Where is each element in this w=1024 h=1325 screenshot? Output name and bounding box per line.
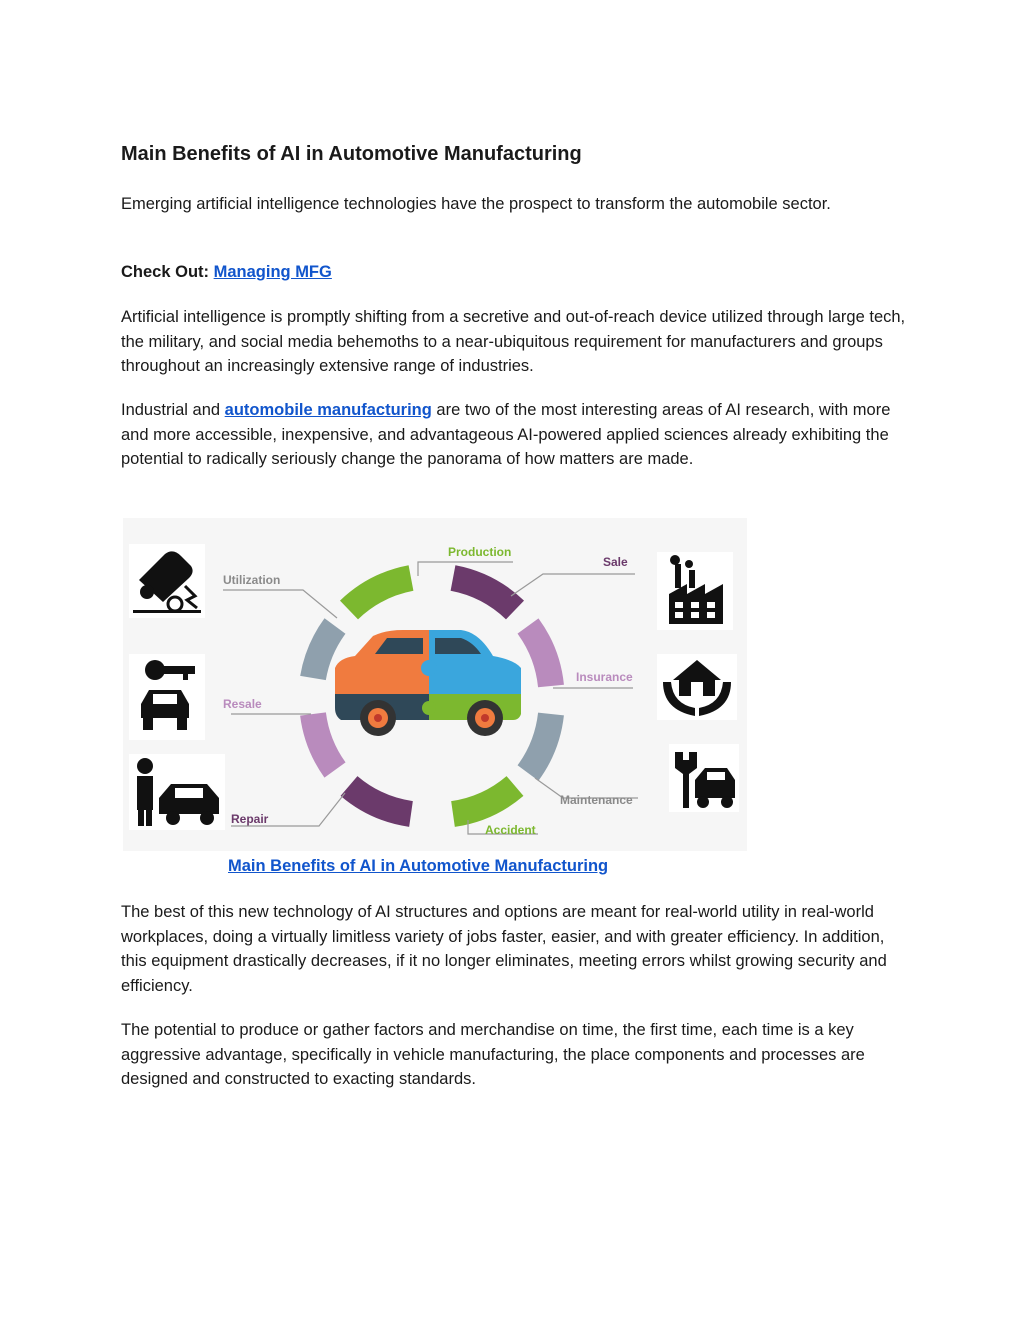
ai-paragraph: Artificial intelligence is promptly shifting from a secretive and out-of-reach device utilized through large tech, the military, and social media behemoths to a near-ubiquitous requirement for manufacturers and groups throughout an increasingly extensive range of industries. bbox=[121, 308, 906, 375]
label-resale: Resale bbox=[223, 697, 262, 711]
managing-mfg-link[interactable]: Managing MFG bbox=[213, 263, 332, 281]
car-key-icon bbox=[129, 654, 205, 740]
check-out-line bbox=[121, 260, 911, 285]
benefits-diagram bbox=[123, 518, 747, 851]
factory-icon bbox=[657, 552, 733, 630]
label-production: Production bbox=[448, 545, 512, 559]
arc-resale bbox=[313, 714, 335, 770]
label-sale: Sale bbox=[603, 555, 628, 569]
arc-accident bbox=[453, 786, 515, 814]
arc-utilization bbox=[313, 626, 335, 678]
industrial-paragraph bbox=[121, 398, 911, 472]
label-utilization: Utilization bbox=[223, 573, 281, 587]
best-technology-paragraph: The best of this new technology of AI structures and options are meant for real-world utility in real-world workplaces, doing a virtually limitless variety of jobs faster, easier, and with greater efficiency. In addition, this equipment drastically decreases, if it no longer eliminates, meeting errors whilst growing security and efficiency. bbox=[121, 903, 887, 995]
arc-insurance bbox=[528, 626, 551, 686]
industrial-text-after: are two of the most interesting areas of AI research, with more and more accessible, inexpensive, and advantageous AI-powered applied sciences already exhibiting the potential to radically seriously change the panorama of how matters are made. bbox=[121, 401, 891, 468]
wrench-car-icon bbox=[669, 744, 739, 812]
label-repair: Repair bbox=[231, 812, 269, 826]
accident-car-icon bbox=[129, 544, 205, 618]
check-out-label: Check Out: bbox=[121, 263, 210, 281]
automobile-manufacturing-link[interactable]: automobile manufacturing bbox=[224, 401, 432, 419]
puzzle-car-icon bbox=[335, 630, 521, 736]
arc-maintenance bbox=[528, 714, 551, 773]
potential-paragraph: The potential to produce or gather factors and merchandise on time, the first time, each time is a key aggressive advantage, specifically in vehicle manufacturing, the place components and processes are designed and constructed to exacting standards. bbox=[121, 1021, 865, 1088]
label-maintenance: Maintenance bbox=[560, 793, 633, 807]
person-car-icon bbox=[129, 754, 225, 830]
arc-sale bbox=[453, 578, 515, 610]
industrial-text-before: Industrial and bbox=[121, 401, 225, 419]
home-hands-icon bbox=[657, 654, 737, 720]
page-title: Main Benefits of AI in Automotive Manufacturing bbox=[121, 143, 582, 165]
arc-repair bbox=[349, 786, 411, 814]
label-insurance: Insurance bbox=[576, 670, 633, 684]
benefits-figure bbox=[123, 518, 747, 851]
label-accident: Accident bbox=[485, 823, 536, 837]
figure-caption-link[interactable]: Main Benefits of AI in Automotive Manufacturing bbox=[228, 857, 609, 875]
arc-production bbox=[349, 578, 411, 610]
intro-paragraph: Emerging artificial intelligence technologies have the prospect to transform the automobile sector. bbox=[121, 195, 831, 213]
